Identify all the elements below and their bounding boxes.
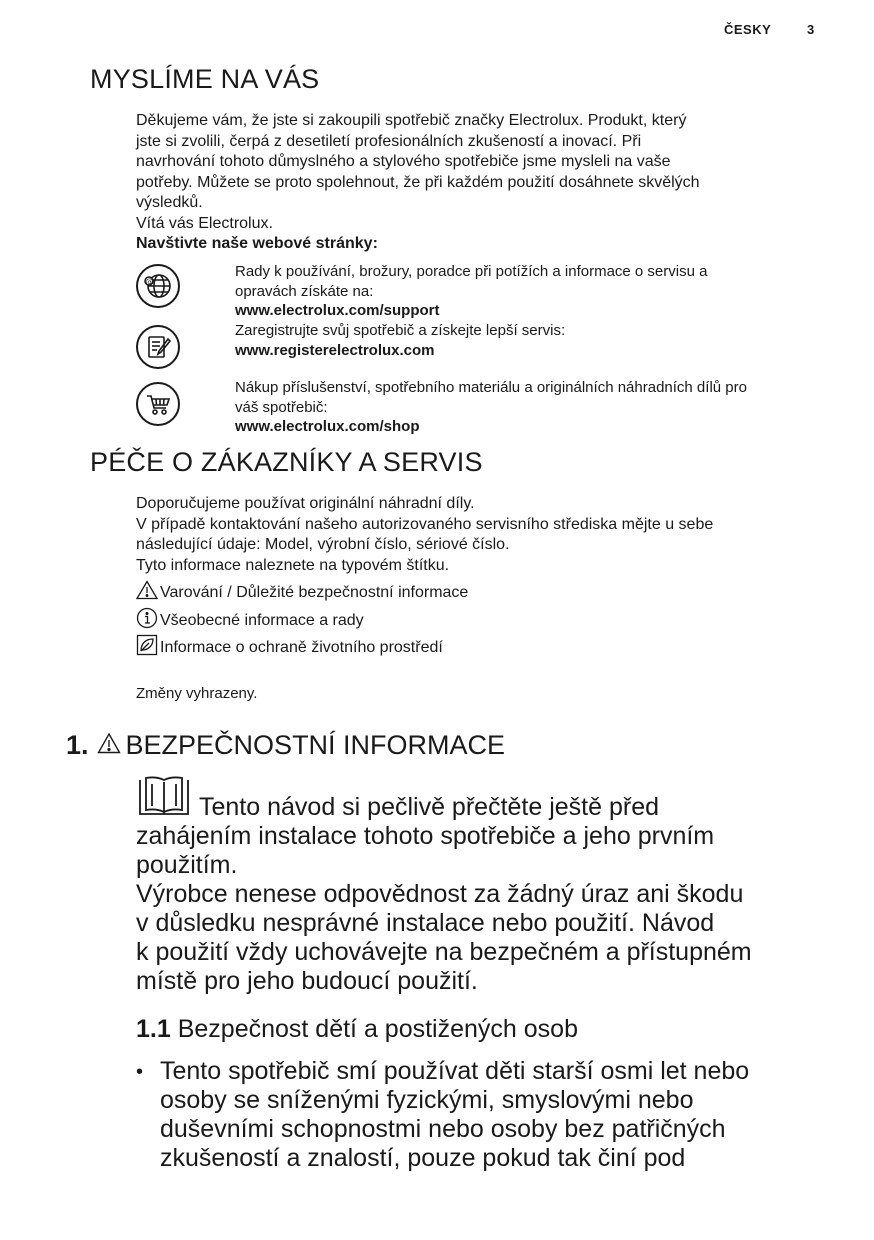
register-form-icon (136, 325, 180, 369)
safety-heading (66, 730, 505, 761)
text-line: osoby se sníženými fyzickými, smyslovými nebo (160, 1086, 694, 1114)
safety-section-title: BEZPEČNOSTNÍ INFORMACE (125, 730, 506, 760)
text-line: Doporučujeme používat originální náhradní díly. (136, 495, 475, 512)
text-line: následující údaje: Model, výrobní číslo, sériové číslo. (136, 536, 510, 553)
leaf-icon (136, 634, 160, 661)
subsection-number: 1.1 (136, 1015, 171, 1043)
text-line: Tyto informace naleznete na typovém štítku. (136, 556, 450, 574)
text-line: opravách získáte na: (235, 282, 374, 300)
legend-info-text: Všeobecné informace a rady (160, 611, 364, 629)
safety-intro-paragraph (136, 793, 752, 996)
text-line: Rady k používání, brožury, poradce při potížích a informace o servisu a (235, 263, 708, 280)
text-line: navrhování tohoto důmyslného a stylového spotřebiče jsme mysleli na vaše (136, 153, 671, 170)
text-line: použitím. (136, 851, 238, 879)
text-line: váš spotřebič: (235, 398, 328, 416)
text-line: výsledků. (136, 194, 203, 211)
bullet-paragraph (160, 1057, 749, 1173)
support-link-block (235, 262, 707, 321)
shop-link-block (235, 378, 747, 437)
shopping-cart-icon (136, 382, 180, 426)
text-line: zahájením instalace tohoto spotřebiče a jeho prvním (136, 822, 715, 850)
legend-info (136, 607, 364, 634)
subsection-heading (136, 1015, 578, 1044)
page-number: 3 (807, 22, 815, 37)
bullet-marker: • (136, 1061, 144, 1083)
warning-triangle-icon (97, 730, 121, 761)
text-line: v důsledku nesprávné instalace nebo použití. Návod (136, 909, 715, 937)
text-line: Nákup příslušenství, spotřebního materiálu a originálních náhradních dílů pro (235, 379, 747, 396)
text-line: Výrobce nenese odpovědnost za žádný úraz ani škodu (136, 880, 744, 908)
changes-reserved: Změny vyhrazeny. (136, 685, 258, 702)
header-language: ČESKY (724, 22, 772, 37)
text-line: Děkujeme vám, že jste si zakoupili spotřebič značky Electrolux. Produkt, který (136, 112, 687, 129)
text-line: V případě kontaktování našeho autorizovaného servisního střediska mějte u sebe (136, 515, 714, 533)
text-line: Tento návod si pečlivě přečtěte ještě před (199, 793, 659, 821)
legend-environment (136, 634, 443, 661)
text-line: k použití vždy uchovávejte na bezpečném a přístupném (136, 938, 752, 966)
welcome-heading: MYSLÍME NA VÁS (90, 64, 320, 94)
register-url-link[interactable]: www.registerelectrolux.com (235, 341, 435, 359)
text-line: zkušeností a znalostí, pouze pokud tak činí pod (160, 1144, 686, 1172)
support-url-link[interactable]: www.electrolux.com/support (235, 302, 440, 319)
welcome-line: Vítá vás Electrolux. (136, 214, 273, 232)
safety-section-number: 1. (66, 730, 89, 760)
legend-environment-text: Informace o ochraně životního prostředí (160, 638, 443, 656)
legend-warning-text: Varování / Důležité bezpečnostní informace (160, 583, 469, 601)
text-line: Zaregistrujte svůj spotřebič a získejte lepší servis: (235, 322, 566, 339)
legend-warning (136, 580, 468, 605)
subsection-title: Bezpečnost dětí a postižených osob (177, 1015, 578, 1043)
globe-at-icon (136, 264, 180, 308)
welcome-paragraph (136, 111, 700, 255)
text-line: duševními schopnostmi nebo osoby bez patřičných (160, 1115, 726, 1143)
customer-care-heading: PÉČE O ZÁKAZNÍKY A SERVIS (90, 447, 483, 477)
svg-text:@: @ (145, 277, 154, 286)
text-line: Tento spotřebič smí používat děti starší osmi let nebo (160, 1057, 750, 1085)
register-link-block (235, 321, 565, 360)
text-line: potřeby. Můžete se proto spolehnout, že při každém použití dosáhnete skvělých (136, 173, 700, 191)
visit-websites-label: Navštivte naše webové stránky: (136, 235, 378, 252)
text-line: jste si zvolili, čerpá z desetiletí profesionálních zkušeností a inovací. Při (136, 132, 642, 150)
shop-url-link[interactable]: www.electrolux.com/shop (235, 418, 420, 435)
info-icon (136, 607, 160, 634)
warning-triangle-icon (136, 580, 160, 605)
customer-care-paragraph (136, 494, 713, 576)
text-line: místě pro jeho budoucí použití. (136, 967, 478, 995)
